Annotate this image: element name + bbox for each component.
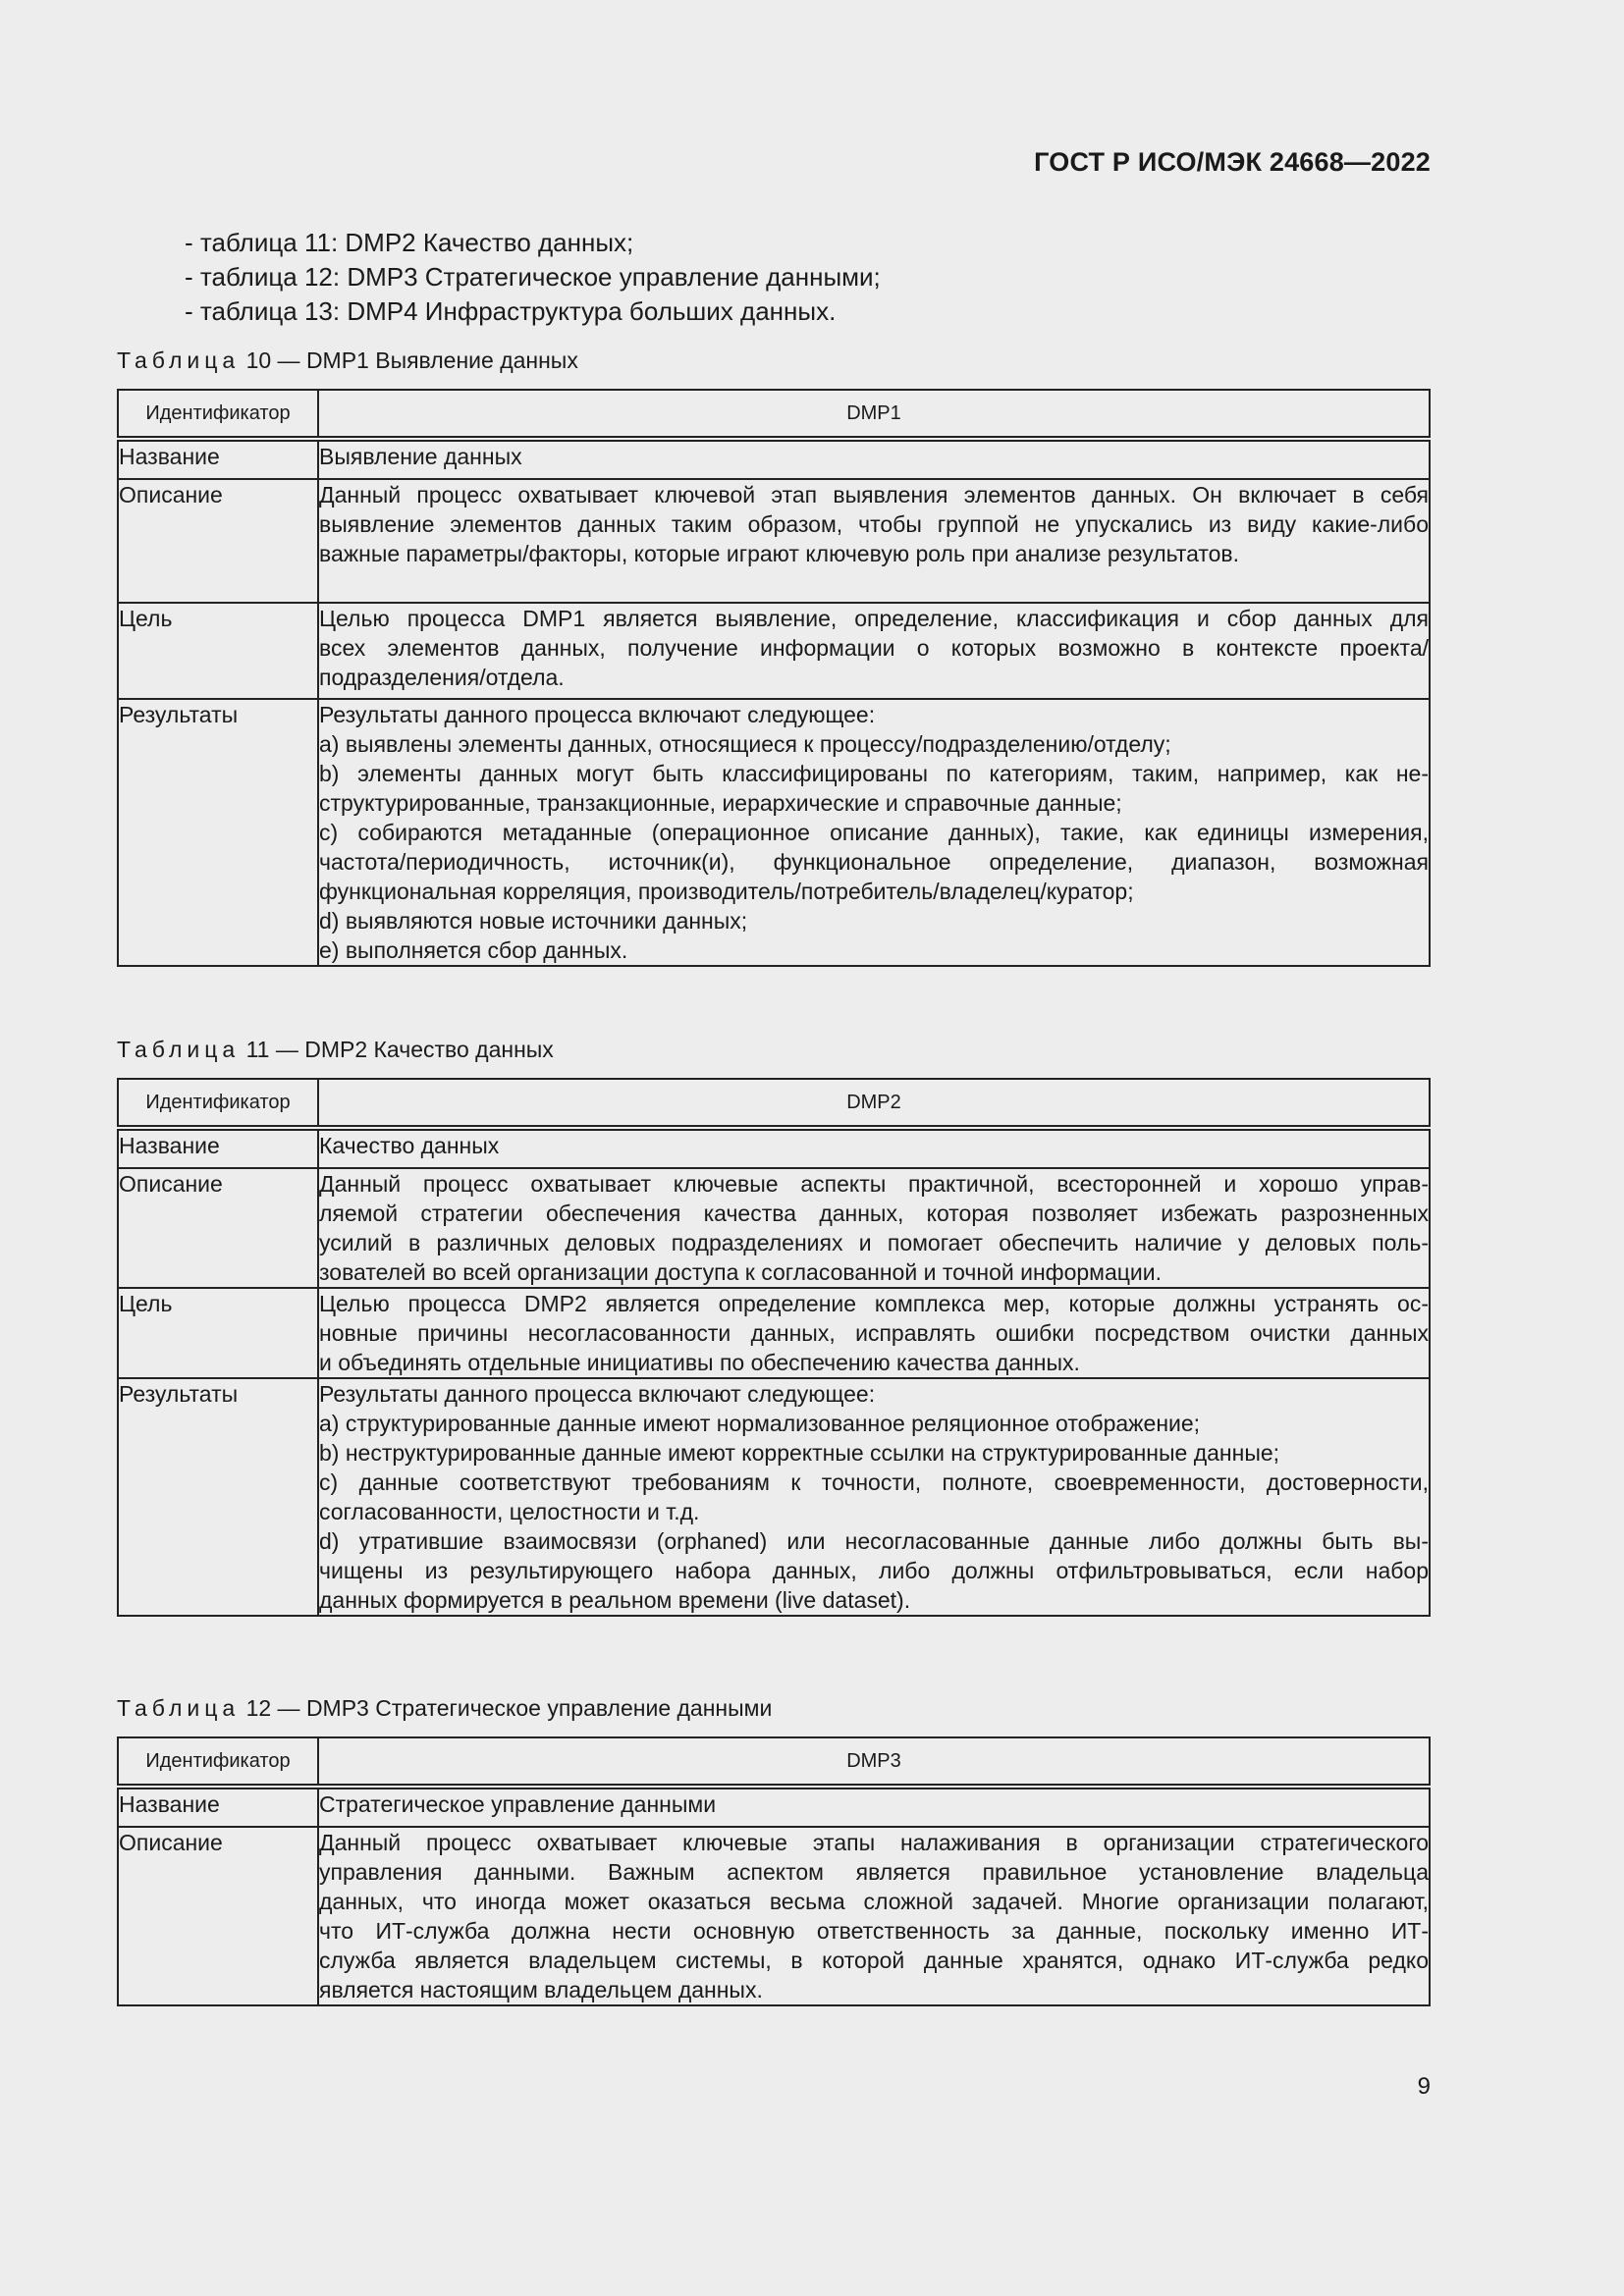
text-line: является настоящим владельцем данных.	[319, 1977, 763, 2002]
page-number: 9	[1417, 2073, 1431, 2100]
row-value	[318, 1128, 1430, 1168]
text-line: усилий в различных деловых подразделениях и помогает обеспечить наличие у деловых поль-	[319, 1230, 1429, 1255]
bullet-item: - таблица 11: DMP2 Качество данных;	[185, 228, 634, 257]
text-line: служба является владельцем системы, в которой данные хранятся, однако ИТ-служба редко	[319, 1948, 1429, 1973]
row-label: Результаты	[118, 699, 318, 966]
table-caption	[117, 1695, 772, 1722]
row-label: Цель	[118, 1288, 318, 1378]
id-label: Идентификатор	[118, 1079, 318, 1128]
text-line: данных формируется в реальном времени (live dataset).	[319, 1587, 911, 1613]
text-line: зователей во всей организации доступа к согласованной и точной информации.	[319, 1259, 1163, 1285]
table-row	[118, 390, 1430, 439]
table-caption	[117, 1037, 554, 1063]
row-label: Цель	[118, 603, 318, 699]
row-value	[318, 1827, 1430, 2005]
bullet-list	[185, 226, 881, 329]
row-label: Название	[118, 1787, 318, 1827]
id-value: DMP3	[318, 1737, 1430, 1787]
bullet-item: - таблица 12: DMP3 Стратегическое управление данными;	[185, 262, 881, 292]
id-value: DMP1	[318, 390, 1430, 439]
text-line: выявление элементов данных таким образом, чтобы группой не упускались из виду какие-либо	[319, 511, 1429, 537]
row-value	[318, 439, 1430, 479]
table-row	[118, 1288, 1430, 1378]
text-line: управления данными. Важным аспектом является правильное установление владельца	[319, 1859, 1429, 1885]
text-line: Результаты данного процесса включают следующее:	[319, 1381, 876, 1407]
table-row	[118, 1787, 1430, 1827]
table-caption-text: 12 — DMP3 Стратегическое управление данными	[245, 1695, 773, 1721]
text-line: важные параметры/факторы, которые играют ключевую роль при анализе результатов.	[319, 541, 1240, 566]
text-line: b) элементы данных могут быть классифицированы по категориям, таким, например, как не-	[319, 761, 1429, 786]
table-caption-text: 11 — DMP2 Качество данных	[245, 1037, 554, 1062]
row-value	[318, 1288, 1430, 1378]
table-row	[118, 1168, 1430, 1288]
text-line: частота/периодичность, источник(и), функциональное определение, диапазон, возможная	[319, 849, 1429, 875]
text-line: что ИТ-служба должна нести основную ответственность за данные, поскольку именно ИТ-	[319, 1918, 1429, 1944]
row-label: Название	[118, 1128, 318, 1168]
text-line: структурированные, транзакционные, иерархические и справочные данные;	[319, 790, 1122, 816]
row-label: Результаты	[118, 1378, 318, 1616]
text-line: ляемой стратегии обеспечения качества данных, которая позволяет избежать разрозненных	[319, 1201, 1429, 1226]
table-caption	[117, 347, 578, 374]
table-row	[118, 479, 1430, 603]
row-label: Описание	[118, 479, 318, 603]
document-header: ГОСТ Р ИСО/МЭК 24668—2022	[1034, 147, 1431, 177]
row-label: Описание	[118, 1168, 318, 1288]
row-value	[318, 1787, 1430, 1827]
text-line: Качество данных	[319, 1133, 500, 1158]
table-dmp3	[117, 1736, 1431, 2006]
row-value	[318, 1168, 1430, 1288]
text-line: e) выполняется сбор данных.	[319, 937, 628, 963]
text-line: Данный процесс охватывает ключевые этапы налаживания в организации стратегического	[319, 1830, 1429, 1855]
row-value	[318, 699, 1430, 966]
text-line: Результаты данного процесса включают следующее:	[319, 702, 876, 727]
table-dmp2	[117, 1078, 1431, 1617]
table-caption-text: 10 — DMP1 Выявление данных	[245, 347, 578, 373]
table-row	[118, 439, 1430, 479]
row-value	[318, 603, 1430, 699]
table-caption-word: Таблица	[117, 347, 241, 373]
id-label: Идентификатор	[118, 1737, 318, 1787]
text-line: Целью процесса DMP1 является выявление, определение, классификация и сбор данных для	[319, 606, 1429, 631]
text-line: Данный процесс охватывает ключевые аспекты практичной, всесторонней и хорошо управ-	[319, 1171, 1429, 1197]
text-line: c) собираются метаданные (операционное описание данных), такие, как единицы измерения,	[319, 820, 1429, 845]
text-line: Стратегическое управление данными	[319, 1791, 717, 1817]
text-line: a) структурированные данные имеют нормализованное реляционное отображение;	[319, 1411, 1201, 1436]
table-caption-word: Таблица	[117, 1037, 241, 1062]
text-line: функциональная корреляция, производитель/потребитель/владелец/куратор;	[319, 879, 1134, 904]
table-row	[118, 1128, 1430, 1168]
text-line: c) данные соответствуют требованиям к точности, полноте, своевременности, достоверности,	[319, 1469, 1429, 1495]
text-line: d) выявляются новые источники данных;	[319, 908, 748, 934]
text-line: Выявление данных	[319, 444, 522, 469]
table-dmp1	[117, 389, 1431, 967]
text-line: b) неструктурированные данные имеют корректные ссылки на структурированные данные;	[319, 1440, 1280, 1466]
table-row	[118, 1737, 1430, 1787]
table-row	[118, 1378, 1430, 1616]
table-row	[118, 1079, 1430, 1128]
id-label: Идентификатор	[118, 390, 318, 439]
row-value	[318, 1378, 1430, 1616]
row-label: Название	[118, 439, 318, 479]
id-value: DMP2	[318, 1079, 1430, 1128]
table-row	[118, 699, 1430, 966]
text-line: a) выявлены элементы данных, относящиеся к процессу/подразделению/отделу;	[319, 731, 1171, 757]
text-line: согласованности, целостности и т.д.	[319, 1499, 700, 1524]
text-line: данных, что иногда может оказаться весьма сложной задачей. Многие организации полагают,	[319, 1889, 1429, 1914]
text-line: и объединять отдельные инициативы по обеспечению качества данных.	[319, 1350, 1080, 1375]
text-line: всех элементов данных, получение информации о которых возможно в контексте проекта/	[319, 635, 1429, 661]
table-row	[118, 1827, 1430, 2005]
bullet-item: - таблица 13: DMP4 Инфраструктура больших данных.	[185, 296, 837, 326]
text-line: чищены из результирующего набора данных, либо должны отфильтровываться, если набор	[319, 1558, 1429, 1583]
text-line: подразделения/отдела.	[319, 665, 565, 690]
text-line: Целью процесса DMP2 является определение комплекса мер, которые должны устранять ос-	[319, 1291, 1429, 1316]
text-line: d) утратившие взаимосвязи (orphaned) или несогласованные данные либо должны быть вы-	[319, 1528, 1429, 1554]
row-label: Описание	[118, 1827, 318, 2005]
row-value	[318, 479, 1430, 603]
table-row	[118, 603, 1430, 699]
text-line: Данный процесс охватывает ключевой этап выявления элементов данных. Он включает в себя	[319, 482, 1429, 507]
table-caption-word: Таблица	[117, 1695, 241, 1721]
text-line: новные причины несогласованности данных, исправлять ошибки посредством очистки данных	[319, 1320, 1429, 1346]
